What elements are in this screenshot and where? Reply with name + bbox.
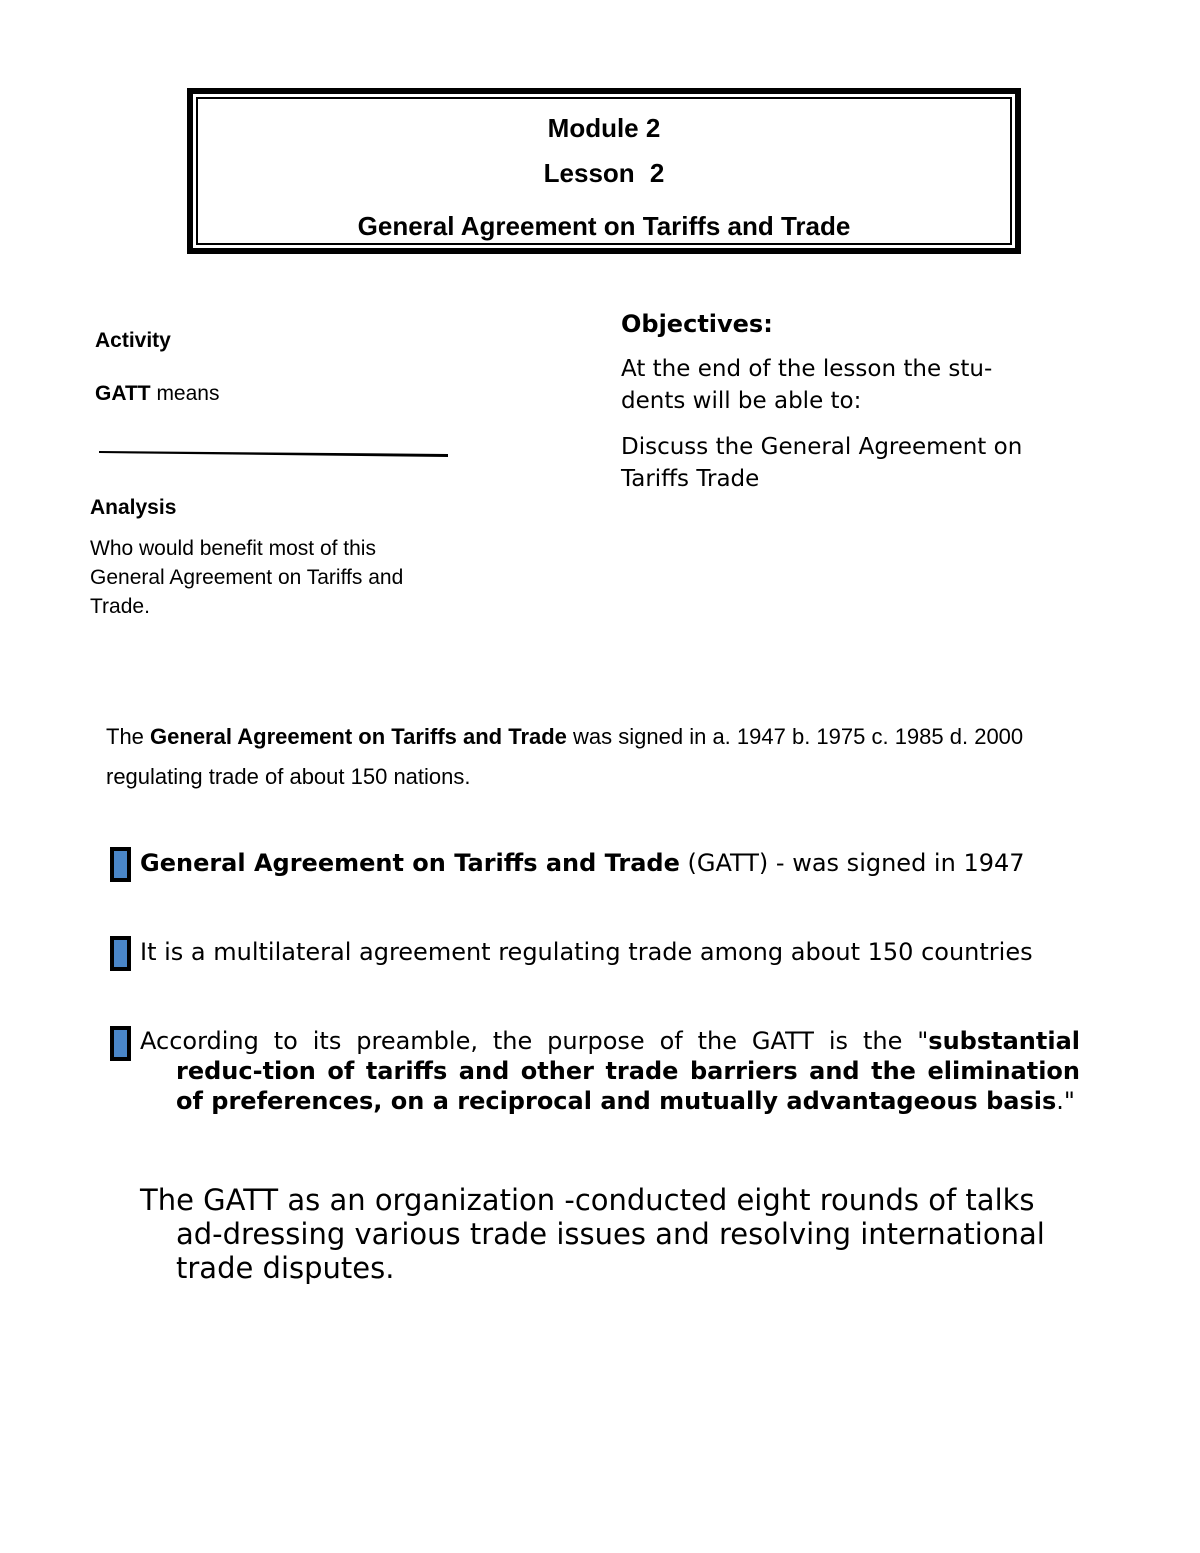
quiz-suffix: was signed in a. 1947 b. 1975 c. 1985 d. 2000 regulating trade of about 150 nations. <box>106 724 1024 789</box>
lesson-title: General Agreement on Tariffs and Trade <box>357 211 851 241</box>
bullet-preamble <box>140 1026 1080 1116</box>
lesson-heading: Lesson 2 <box>543 158 665 188</box>
title-box <box>187 88 1021 254</box>
bullet-marker-icon <box>110 936 131 971</box>
preamble-suffix: ." <box>1056 1087 1075 1115</box>
answer-blank-stroke <box>99 451 448 457</box>
bullet-gatt-rest: (GATT) - was signed in 1947 <box>679 849 1025 877</box>
closing-paragraph: The GATT as an organization -conducted eight rounds of talks ad-dressing various trade issues and resolving international trade disputes. <box>140 1183 1045 1285</box>
bullet-marker-icon <box>110 847 131 882</box>
answer-blank-line <box>99 449 448 457</box>
analysis-question: Who would benefit most of this General Agreement on Tariffs and Trade. <box>90 537 404 618</box>
bullet-marker-icon <box>110 1026 131 1061</box>
objectives-intro: At the end of the lesson the stu-dents will be able to: <box>621 356 993 414</box>
means-text: means <box>150 382 220 405</box>
analysis-label: Analysis <box>90 496 177 519</box>
objectives-item: Discuss the General Agreement on Tariffs Trade <box>621 434 1023 492</box>
bullet-gatt-bold: General Agreement on Tariffs and Trade <box>140 849 680 877</box>
bullet-multilateral: It is a multilateral agreement regulating trade among about 150 countries <box>140 938 1033 966</box>
quiz-question <box>106 717 1066 797</box>
module-heading: Module 2 <box>547 113 661 143</box>
activity-label: Activity <box>95 329 171 352</box>
quiz-prefix: The <box>106 724 151 749</box>
preamble-bold: substantial reduc-tion of tariffs and other trade barriers and the elimination of preferences, on a reciprocal and mutually advantageous basis <box>176 1027 1080 1115</box>
quiz-bold: General Agreement on Tariffs and Trade <box>150 724 567 749</box>
preamble-prefix: According to its preamble, the purpose of the GATT is the " <box>140 1027 929 1055</box>
gatt-means-prompt <box>95 382 219 406</box>
title-box-inner <box>196 97 1012 245</box>
gatt-bold: GATT <box>95 382 151 405</box>
objectives-label: Objectives: <box>621 310 773 338</box>
bullet-gatt-signed <box>140 848 1080 878</box>
